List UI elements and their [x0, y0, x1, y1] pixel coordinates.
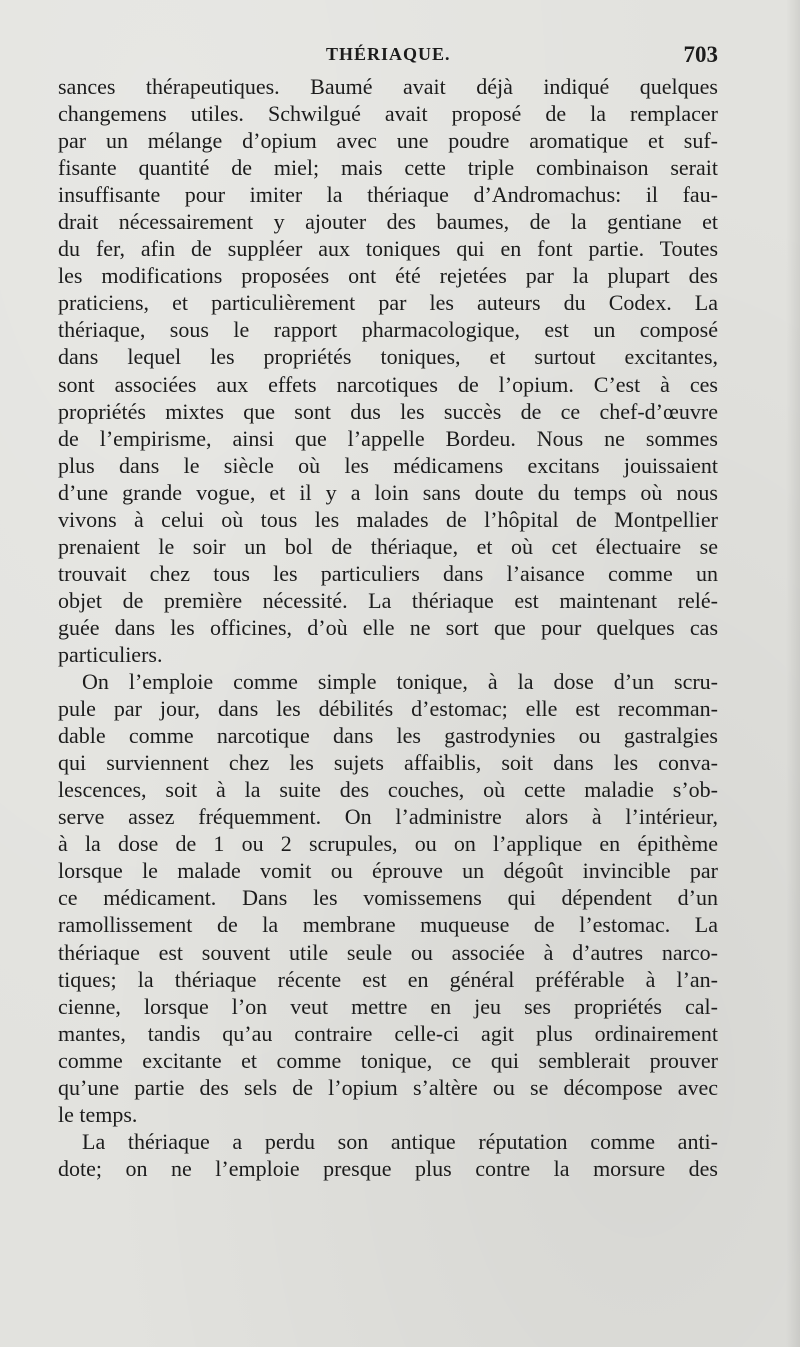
text-line: à la dose de 1 ou 2 scrupules, ou on l’applique en épithème [58, 831, 718, 857]
text-line: sont associées aux effets narcotiques de l’opium. C’est à ces [58, 371, 718, 397]
text-line: praticiens, et particulièrement par les auteurs du Codex. La [58, 290, 718, 316]
text-line: ramollissement de la membrane muqueuse de l’estomac. La [58, 912, 718, 938]
text-line: les modifications proposées ont été rejetées par la plupart des [58, 263, 718, 289]
text-line: guée dans les officines, d’où elle ne sort que pour quelques cas [58, 614, 718, 640]
text-line: mantes, tandis qu’au contraire celle-ci agit plus ordinairement [58, 1020, 718, 1046]
text-line: trouvait chez tous les particuliers dans l’aisance comme un [58, 560, 718, 586]
text-line: de l’empirisme, ainsi que l’appelle Bordeu. Nous ne sommes [58, 425, 718, 451]
text-line: objet de première nécessité. La thériaque est maintenant relé- [58, 587, 718, 613]
text-line: lorsque le malade vomit ou éprouve un dégoût invincible par [58, 858, 718, 884]
text-line: thériaque, sous le rapport pharmacologique, est un composé [58, 317, 718, 343]
text-line: fisante quantité de miel; mais cette triple combinaison serait [58, 155, 718, 181]
text-line: d’une grande vogue, et il y a loin sans doute du temps où nous [58, 479, 718, 505]
text-line: par un mélange d’opium avec une poudre aromatique et suf- [58, 128, 718, 154]
text-line: prenaient le soir un bol de thériaque, et où cet électuaire se [58, 533, 718, 559]
text-line: drait nécessairement y ajouter des baumes, de la gentiane et [58, 209, 718, 235]
text-line: serve assez fréquemment. On l’administre alors à l’intérieur, [58, 804, 718, 830]
paragraph-end-line: le temps. [58, 1101, 138, 1127]
text-line: qu’une partie des sels de l’opium s’altère ou se décompose avec [58, 1074, 718, 1100]
body-text [58, 73, 718, 1182]
text-line: plus dans le siècle où les médicamens excitans jouissaient [58, 452, 718, 478]
text-line: dable comme narcotique dans les gastrodynies ou gastralgies [58, 723, 718, 749]
running-title: THÉRIAQUE. [326, 44, 451, 64]
text-line: lescences, soit à la suite des couches, où cette maladie s’ob- [58, 777, 718, 803]
paragraph-start-line: La thériaque a perdu son antique réputation comme anti- [82, 1128, 718, 1154]
page-edge-shadow [786, 0, 800, 1347]
text-line: ce médicament. Dans les vomissemens qui dépendent d’un [58, 885, 718, 911]
text-line: cienne, lorsque l’on veut mettre en jeu ses propriétés cal- [58, 993, 718, 1019]
text-line: du fer, afin de suppléer aux toniques qui en font partie. Toutes [58, 236, 718, 262]
text-line: pule par jour, dans les débilités d’estomac; elle est recomman- [58, 696, 718, 722]
paragraph-start-line: On l’emploie comme simple tonique, à la dose d’un scru- [82, 669, 718, 695]
text-line: sances thérapeutiques. Baumé avait déjà indiqué quelques [58, 74, 718, 99]
paragraph-end-line: particuliers. [58, 641, 163, 667]
running-head [58, 42, 718, 74]
text-line: dote; on ne l’emploie presque plus contre la morsure des [58, 1155, 718, 1181]
text-line: comme excitante et comme tonique, ce qui semblerait prouver [58, 1047, 718, 1073]
text-line: qui surviennent chez les sujets affaiblis, soit dans les conva- [58, 750, 718, 776]
page-number: 703 [683, 42, 718, 67]
text-line: changemens utiles. Schwilgué avait proposé de la remplacer [58, 101, 718, 127]
text-line: propriétés mixtes que sont dus les succès de ce chef-d’œuvre [58, 398, 718, 424]
text-line: tiques; la thériaque récente est en général préférable à l’an- [58, 966, 718, 992]
text-line: vivons à celui où tous les malades de l’hôpital de Montpellier [58, 506, 718, 532]
text-line: thériaque est souvent utile seule ou associée à d’autres narco- [58, 939, 718, 965]
text-line: dans lequel les propriétés toniques, et surtout excitantes, [58, 344, 718, 370]
text-line: insuffisante pour imiter la thériaque d’Andromachus: il fau- [58, 182, 718, 208]
